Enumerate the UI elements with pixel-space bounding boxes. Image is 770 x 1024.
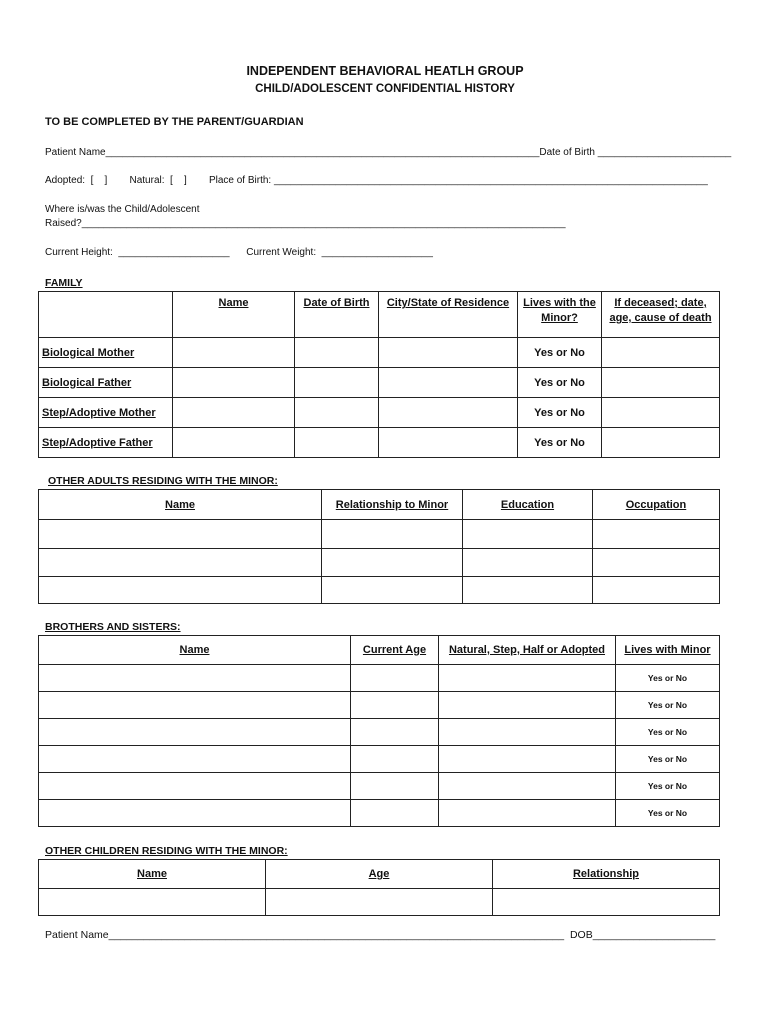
sibling-name-cell[interactable] xyxy=(39,692,351,719)
other-adults-header-occupation: Occupation xyxy=(593,490,720,520)
sibling-age-cell[interactable] xyxy=(351,692,439,719)
table-row xyxy=(39,773,720,800)
other-children-table xyxy=(38,859,720,916)
patient-name-field[interactable]: Patient Name______________________________________________________________________________Date of Birth ________________________ xyxy=(45,147,732,158)
family-name-cell[interactable] xyxy=(173,338,295,368)
family-deceased-cell[interactable] xyxy=(602,428,720,458)
family-header-dob: Date of Birth xyxy=(295,292,379,338)
sibling-type-cell[interactable] xyxy=(439,719,616,746)
table-row xyxy=(39,889,720,916)
sibling-name-cell[interactable] xyxy=(39,719,351,746)
family-deceased-cell[interactable] xyxy=(602,368,720,398)
other-children-header-name: Name xyxy=(39,860,266,889)
family-row-label: Step/Adoptive Mother xyxy=(39,398,173,428)
form-instruction: TO BE COMPLETED BY THE PARENT/GUARDIAN xyxy=(45,116,304,128)
sibling-age-cell[interactable] xyxy=(351,665,439,692)
other-adult-name-cell[interactable] xyxy=(39,549,322,577)
other-child-age-cell[interactable] xyxy=(266,889,493,916)
family-row-biological-mother xyxy=(39,338,720,368)
family-lives-cell[interactable]: Yes or No xyxy=(518,398,602,428)
family-header-name: Name xyxy=(173,292,295,338)
sibling-lives-cell[interactable]: Yes or No xyxy=(616,800,720,827)
family-header-lives: Lives with the Minor? xyxy=(518,292,602,338)
family-header-deceased: If deceased; date, age, cause of death xyxy=(602,292,720,338)
family-section-title: FAMILY xyxy=(45,277,83,289)
family-row-step-mother xyxy=(39,398,720,428)
other-adult-name-cell[interactable] xyxy=(39,577,322,604)
raised-field[interactable]: Raised?_______________________________________________________________________________________ xyxy=(45,218,566,229)
siblings-header-row xyxy=(39,636,720,665)
other-adult-occupation-cell[interactable] xyxy=(593,520,720,549)
other-adults-header-relationship: Relationship to Minor xyxy=(322,490,463,520)
sibling-lives-cell[interactable]: Yes or No xyxy=(616,746,720,773)
sibling-lives-cell[interactable]: Yes or No xyxy=(616,719,720,746)
footer-patient-name-dob-field[interactable]: Patient Name______________________________________________________________________________ DOB_____________________ xyxy=(45,929,716,941)
other-adults-header-name: Name xyxy=(39,490,322,520)
other-adults-section-title: OTHER ADULTS RESIDING WITH THE MINOR: xyxy=(48,475,278,487)
family-name-cell[interactable] xyxy=(173,398,295,428)
family-row-step-father xyxy=(39,428,720,458)
sibling-type-cell[interactable] xyxy=(439,665,616,692)
family-row-biological-father xyxy=(39,368,720,398)
family-residence-cell[interactable] xyxy=(379,368,518,398)
family-name-cell[interactable] xyxy=(173,428,295,458)
family-header-residence: City/State of Residence xyxy=(379,292,518,338)
sibling-name-cell[interactable] xyxy=(39,746,351,773)
sibling-age-cell[interactable] xyxy=(351,746,439,773)
table-row xyxy=(39,719,720,746)
other-adult-occupation-cell[interactable] xyxy=(593,549,720,577)
siblings-header-name: Name xyxy=(39,636,351,665)
other-adult-name-cell[interactable] xyxy=(39,520,322,549)
form-title: INDEPENDENT BEHAVIORAL HEATLH GROUP xyxy=(246,64,524,78)
height-weight-field[interactable]: Current Height: ____________________ Current Weight: ____________________ xyxy=(45,247,433,258)
sibling-age-cell[interactable] xyxy=(351,773,439,800)
other-children-header-row xyxy=(39,860,720,889)
family-residence-cell[interactable] xyxy=(379,398,518,428)
family-table xyxy=(38,291,720,458)
other-adult-relationship-cell[interactable] xyxy=(322,577,463,604)
family-deceased-cell[interactable] xyxy=(602,338,720,368)
raised-label: Where is/was the Child/Adolescent xyxy=(45,204,200,215)
other-adult-occupation-cell[interactable] xyxy=(593,577,720,604)
table-row xyxy=(39,520,720,549)
family-lives-cell[interactable]: Yes or No xyxy=(518,338,602,368)
siblings-section-title: BROTHERS AND SISTERS: xyxy=(45,621,181,633)
family-lives-cell[interactable]: Yes or No xyxy=(518,368,602,398)
siblings-header-type: Natural, Step, Half or Adopted xyxy=(439,636,616,665)
family-deceased-cell[interactable] xyxy=(602,398,720,428)
siblings-table xyxy=(38,635,720,827)
other-adults-table xyxy=(38,489,720,604)
sibling-type-cell[interactable] xyxy=(439,800,616,827)
other-child-name-cell[interactable] xyxy=(39,889,266,916)
other-adult-education-cell[interactable] xyxy=(463,520,593,549)
sibling-age-cell[interactable] xyxy=(351,719,439,746)
table-row xyxy=(39,692,720,719)
family-dob-cell[interactable] xyxy=(295,398,379,428)
sibling-age-cell[interactable] xyxy=(351,800,439,827)
other-children-header-relationship: Relationship xyxy=(493,860,720,889)
sibling-name-cell[interactable] xyxy=(39,800,351,827)
sibling-lives-cell[interactable]: Yes or No xyxy=(616,773,720,800)
sibling-type-cell[interactable] xyxy=(439,773,616,800)
family-residence-cell[interactable] xyxy=(379,428,518,458)
family-row-label: Biological Mother xyxy=(39,338,173,368)
family-dob-cell[interactable] xyxy=(295,428,379,458)
other-adults-header-row xyxy=(39,490,720,520)
form-subtitle: CHILD/ADOLESCENT CONFIDENTIAL HISTORY xyxy=(255,83,515,95)
table-row xyxy=(39,577,720,604)
other-adult-education-cell[interactable] xyxy=(463,549,593,577)
other-child-relationship-cell[interactable] xyxy=(493,889,720,916)
family-header-row xyxy=(39,292,720,338)
family-lives-cell[interactable]: Yes or No xyxy=(518,428,602,458)
family-name-cell[interactable] xyxy=(173,368,295,398)
adopted-natural-birthplace-field[interactable]: Adopted: [ ] Natural: [ ] Place of Birth: ______________________________________________________________________________ xyxy=(45,175,708,186)
sibling-lives-cell[interactable]: Yes or No xyxy=(616,692,720,719)
siblings-header-age: Current Age xyxy=(351,636,439,665)
table-row xyxy=(39,746,720,773)
family-dob-cell[interactable] xyxy=(295,368,379,398)
table-row xyxy=(39,665,720,692)
other-adult-education-cell[interactable] xyxy=(463,577,593,604)
sibling-type-cell[interactable] xyxy=(439,746,616,773)
siblings-header-lives: Lives with Minor xyxy=(616,636,720,665)
family-row-label: Step/Adoptive Father xyxy=(39,428,173,458)
other-children-section-title: OTHER CHILDREN RESIDING WITH THE MINOR: xyxy=(45,845,288,857)
table-row xyxy=(39,800,720,827)
other-children-header-age: Age xyxy=(266,860,493,889)
family-header-blank xyxy=(39,292,173,338)
other-adults-header-education: Education xyxy=(463,490,593,520)
other-adult-relationship-cell[interactable] xyxy=(322,520,463,549)
family-residence-cell[interactable] xyxy=(379,338,518,368)
sibling-lives-cell[interactable]: Yes or No xyxy=(616,665,720,692)
sibling-name-cell[interactable] xyxy=(39,665,351,692)
sibling-type-cell[interactable] xyxy=(439,692,616,719)
other-adult-relationship-cell[interactable] xyxy=(322,549,463,577)
table-row xyxy=(39,549,720,577)
sibling-name-cell[interactable] xyxy=(39,773,351,800)
family-row-label: Biological Father xyxy=(39,368,173,398)
family-dob-cell[interactable] xyxy=(295,338,379,368)
